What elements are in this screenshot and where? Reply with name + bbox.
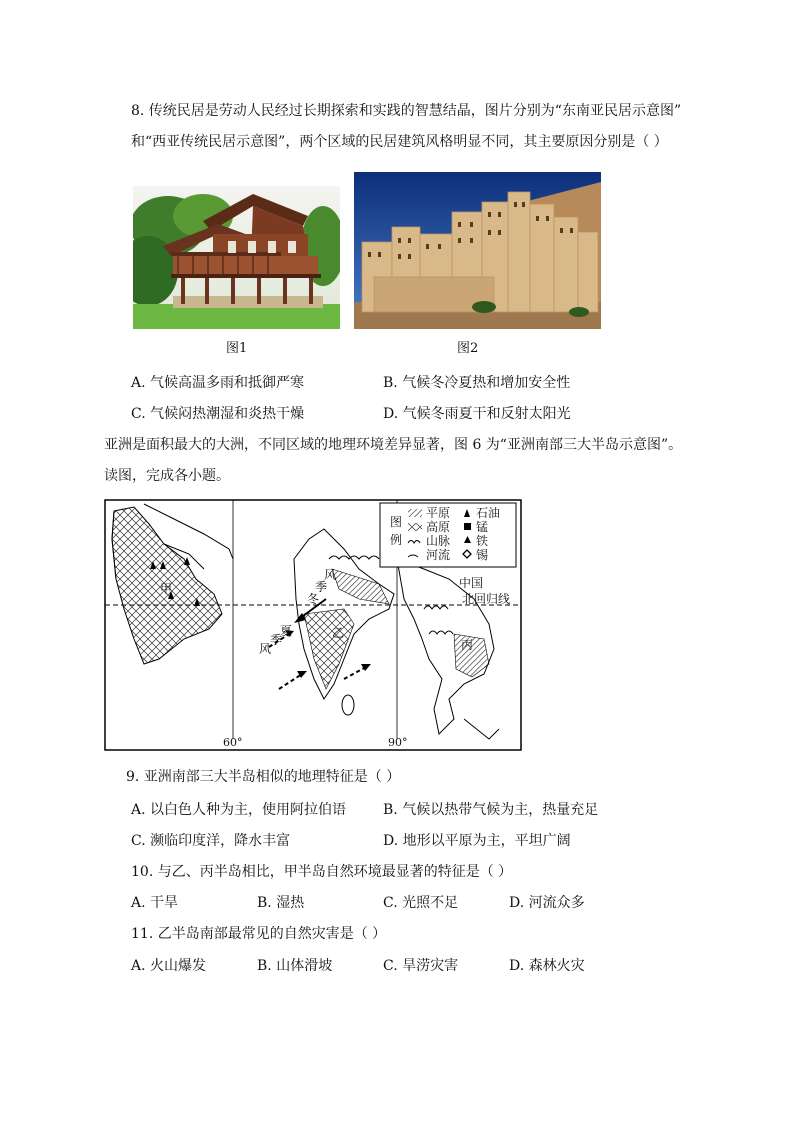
q9-stem: 9. 亚洲南部三大半岛相似的地理特征是（ ） xyxy=(126,769,401,785)
figure-1-stilt-house xyxy=(133,186,340,329)
q10-stem: 10. 与乙、丙半岛相比，甲半岛自然环境最显著的特征是（ ） xyxy=(131,864,513,880)
q10-option-c[interactable]: C. 光照不足 xyxy=(383,895,459,911)
label-summer-monsoon-1: 夏 xyxy=(280,624,293,638)
q8-stem-line2: 和“西亚传统民居示意图”，两个区域的民居建筑风格明显不同，其主要原因分别是（ ） xyxy=(131,134,668,150)
legend-river: 河流 xyxy=(426,548,451,562)
figure-2-mudbrick-houses xyxy=(354,172,601,329)
intro-line2: 读图，完成各小题。 xyxy=(104,468,230,484)
q9-option-a[interactable]: A. 以白色人种为主，使用阿拉伯语 xyxy=(131,802,347,818)
q8-stem-line1: 8. 传统民居是劳动人民经过长期探索和实践的智慧结晶，图片分别为“东南亚民居示意图” xyxy=(131,103,682,119)
q11-option-b[interactable]: B. 山体滑坡 xyxy=(257,958,333,974)
label-yi: 乙 xyxy=(332,626,345,640)
label-jia: 甲 xyxy=(160,582,173,596)
q8-option-d[interactable]: D. 气候冬雨夏干和反射太阳光 xyxy=(383,406,571,422)
label-winter-monsoon-2: 季 xyxy=(315,580,328,594)
legend-oil: 石油 xyxy=(476,506,501,520)
q11-option-a[interactable]: A. 火山爆发 xyxy=(131,958,207,974)
q10-option-d[interactable]: D. 河流众多 xyxy=(509,895,585,911)
q11-option-d[interactable]: D. 森林火灾 xyxy=(509,958,585,974)
q8-option-a[interactable]: A. 气候高温多雨和抵御严寒 xyxy=(131,375,305,391)
legend-title-1: 图 xyxy=(390,515,403,529)
legend-title-2: 例 xyxy=(390,533,403,547)
label-winter-monsoon-1: 风 xyxy=(324,568,337,582)
q11-stem: 11. 乙半岛南部最常见的自然灾害是（ ） xyxy=(131,926,387,942)
legend-tin: 锡 xyxy=(476,548,489,562)
intro-line1: 亚洲是面积最大的大洲，不同区域的地理环境差异显著，图 6 为“亚洲南部三大半岛示意图”。 xyxy=(104,437,683,453)
label-bing: 丙 xyxy=(461,638,474,652)
figure-1-caption: 图1 xyxy=(226,341,248,356)
q11-option-c[interactable]: C. 旱涝灾害 xyxy=(383,958,459,974)
q9-option-b[interactable]: B. 气候以热带气候为主，热量充足 xyxy=(383,802,599,818)
q10-option-b[interactable]: B. 湿热 xyxy=(257,895,305,911)
label-lon60: 60° xyxy=(223,736,243,749)
q9-option-c[interactable]: C. 濒临印度洋，降水丰富 xyxy=(131,833,291,849)
q8-option-b[interactable]: B. 气候冬冷夏热和增加安全性 xyxy=(383,375,571,391)
south-asia-peninsulas-map xyxy=(104,499,522,751)
label-lon90: 90° xyxy=(388,736,408,749)
legend-plain: 平原 xyxy=(426,506,451,520)
legend-plateau: 高原 xyxy=(426,520,451,534)
label-china: 中国 xyxy=(459,576,484,590)
figure-2-caption: 图2 xyxy=(457,341,479,356)
q10-option-a[interactable]: A. 干旱 xyxy=(131,895,179,911)
q8-option-c[interactable]: C. 气候闷热潮湿和炎热干燥 xyxy=(131,406,305,422)
label-summer-monsoon-3: 风 xyxy=(259,642,272,656)
q9-option-d[interactable]: D. 地形以平原为主，平坦广阔 xyxy=(383,833,571,849)
legend-iron: 铁 xyxy=(476,534,489,548)
legend-manganese: 锰 xyxy=(476,520,489,534)
label-winter-monsoon-3: 冬 xyxy=(307,592,320,606)
label-summer-monsoon-2: 季 xyxy=(270,633,283,647)
label-tropic: 北回归线 xyxy=(462,592,511,606)
legend-mountain: 山脉 xyxy=(426,534,451,548)
